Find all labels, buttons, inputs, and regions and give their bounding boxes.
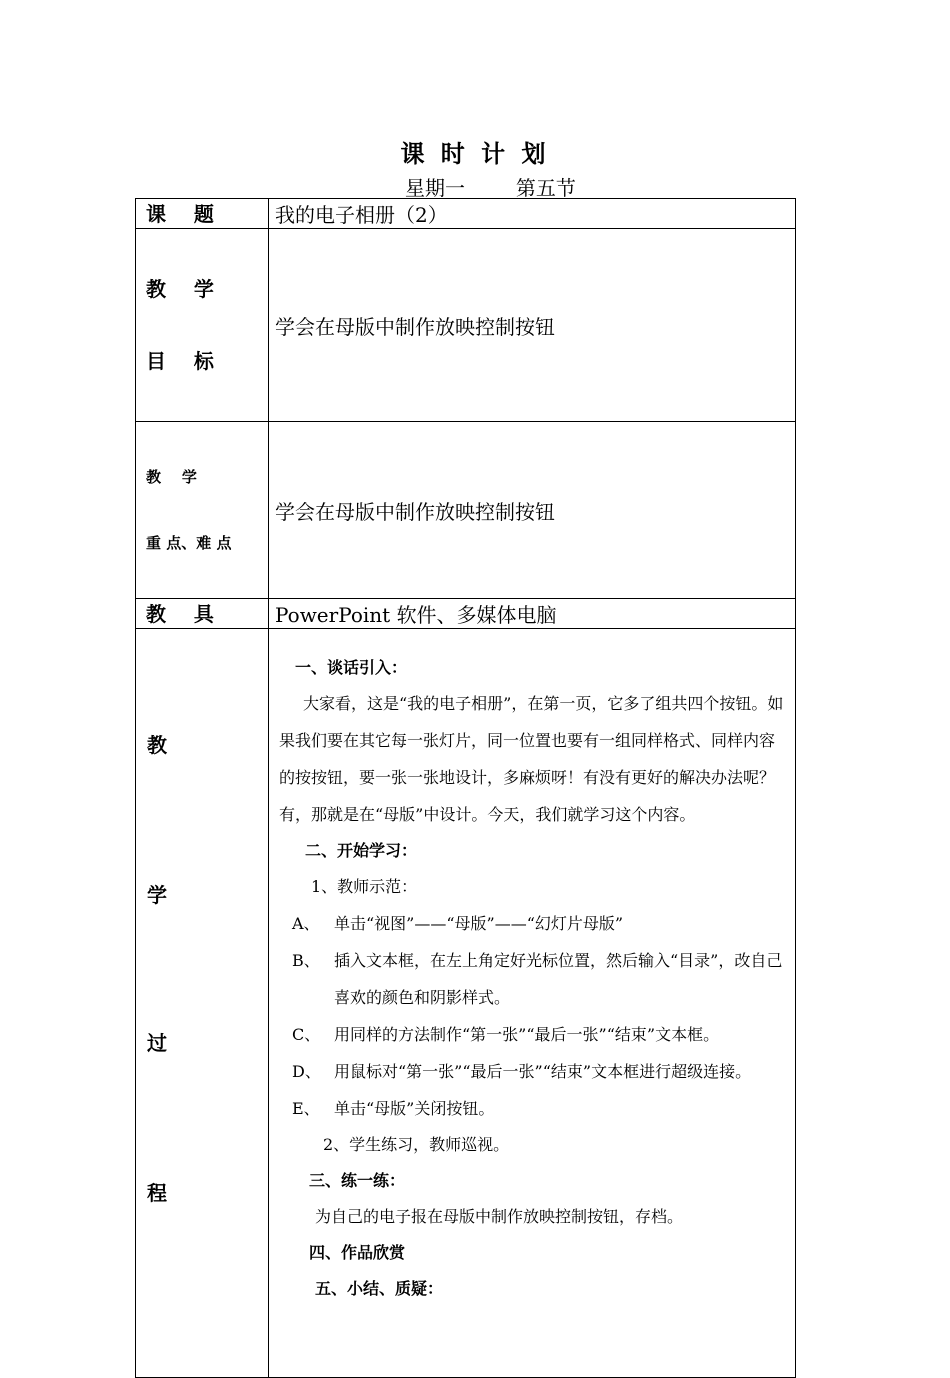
label-process-char-2: 学 xyxy=(147,883,167,907)
process-content xyxy=(269,629,796,1378)
step-a-text: 单击“视图”——“母版”——“幻灯片母版” xyxy=(334,914,624,933)
section-intro-heading: 一、谈话引入： xyxy=(295,658,408,677)
section-summary-heading: 五、小结、质疑： xyxy=(315,1279,444,1298)
lesson-plan-table xyxy=(135,198,796,1378)
row-process xyxy=(136,629,796,1378)
value-goal: 学会在母版中制作放映控制按钮 xyxy=(269,229,796,422)
label-goal-line1: 教 学 xyxy=(146,277,214,301)
label-goal xyxy=(136,229,269,422)
section-appreciation-heading: 四、作品欣赏 xyxy=(309,1243,406,1262)
label-process xyxy=(136,629,269,1378)
value-tools: PowerPoint 软件、多媒体电脑 xyxy=(269,599,796,629)
step-e-letter: E、 xyxy=(292,1099,320,1118)
step-a xyxy=(279,905,787,942)
page-subtitle: 星期一 第五节 xyxy=(405,176,576,200)
label-key-line1: 教 学 xyxy=(146,468,197,486)
row-topic xyxy=(136,199,796,229)
label-process-char-3: 过 xyxy=(147,1031,167,1055)
step-b xyxy=(279,942,787,1016)
step-a-letter: A、 xyxy=(292,914,320,933)
page-title: 课 时 计 划 xyxy=(400,140,550,168)
value-key-points: 学会在母版中制作放映控制按钮 xyxy=(269,422,796,599)
label-process-char-4: 程 xyxy=(147,1181,167,1205)
step-e-text: 单击“母版”关闭按钮。 xyxy=(334,1099,495,1118)
step-d xyxy=(279,1053,787,1090)
step-b-letter: B、 xyxy=(292,951,320,970)
section-learn-sub2: 2、学生练习，教师巡视。 xyxy=(323,1135,510,1154)
label-topic: 课 题 xyxy=(136,199,269,229)
section-learn-sub1: 1、教师示范： xyxy=(311,877,418,896)
label-tools: 教 具 xyxy=(136,599,269,629)
step-d-letter: D、 xyxy=(292,1062,321,1081)
step-c-letter: C、 xyxy=(292,1025,321,1044)
step-e xyxy=(279,1090,787,1127)
step-d-text: 用鼠标对“第一张”“最后一张”“结束”文本框进行超级连接。 xyxy=(334,1062,752,1081)
label-key-points xyxy=(136,422,269,599)
step-b-text: 插入文本框，在左上角定好光标位置，然后输入“目录”，改自己喜欢的颜色和阴影样式。 xyxy=(334,951,783,1007)
section-intro-text: 大家看，这是“我的电子相册”，在第一页，它多了组共四个按钮。如果我们要在其它每一张灯片，同一位置也要有一组同样格式、同样内容的按按钮，要一张一张地设计，多麻烦呀！有没有更好的解决办法呢？有，那就是在“母版”中设计。今天，我们就学习这个内容。 xyxy=(279,694,784,824)
step-c-text: 用同样的方法制作“第一张”“最后一张”“结束”文本框。 xyxy=(334,1025,720,1044)
value-topic: 我的电子相册（2） xyxy=(269,199,796,229)
label-key-line2: 重 点、难 点 xyxy=(146,534,232,552)
label-process-char-1: 教 xyxy=(147,733,167,757)
row-goal xyxy=(136,229,796,422)
section-practice-text: 为自己的电子报在母版中制作放映控制按钮，存档。 xyxy=(315,1207,684,1226)
section-learn-heading: 二、开始学习： xyxy=(305,841,418,860)
row-tools xyxy=(136,599,796,629)
label-goal-line2: 目 标 xyxy=(146,349,214,373)
section-practice-heading: 三、练一练： xyxy=(309,1171,406,1190)
row-key-points xyxy=(136,422,796,599)
step-c xyxy=(279,1016,787,1053)
